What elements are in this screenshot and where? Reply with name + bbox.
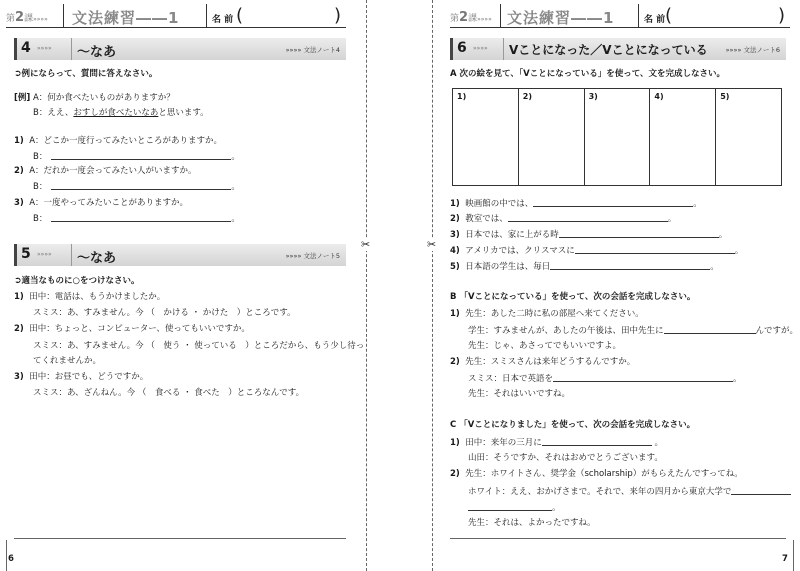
part-b-item-2-l3: 先生：それはいいですね。 bbox=[468, 389, 571, 399]
q4-item-1-b: B： 。 bbox=[33, 152, 240, 162]
answer-blank[interactable] bbox=[664, 325, 756, 334]
part-c-item-2-l3: 先生：それは、よかったですね。 bbox=[468, 518, 596, 528]
answer-blank[interactable] bbox=[559, 229, 719, 238]
picture-grid bbox=[452, 88, 782, 186]
section-arrows: »»»» bbox=[473, 45, 488, 52]
answer-blank[interactable] bbox=[533, 198, 693, 207]
lesson-arrows: »»»» bbox=[477, 16, 492, 23]
worksheet-title: 文法練習――1 bbox=[72, 9, 180, 27]
section-4-header bbox=[14, 38, 346, 60]
section-title: 〜なあ bbox=[77, 251, 117, 266]
grammar-note-ref: »»»» 文法ノート6 bbox=[725, 46, 780, 54]
part-b-instruction: B 「Vことになっている」を使って、次の会話を完成しなさい。 bbox=[450, 292, 696, 302]
section-title: 〜なあ bbox=[77, 45, 117, 60]
lesson-label bbox=[6, 10, 48, 25]
q5-item-3-l2: スミス：あ、ざんねん。今 （ 食べる ・ 食べた ）ところなんです。 bbox=[33, 388, 305, 398]
answer-blank[interactable] bbox=[508, 213, 668, 222]
example-b: B：ええ、おすしが食べたいなあと思います。 bbox=[33, 108, 209, 118]
q5-item-1-l2: スミス：あ、すみません。今 （ かける ・ かけた ）ところです。 bbox=[33, 308, 296, 318]
q4-item-3-b: B： 。 bbox=[33, 214, 240, 224]
cut-line-right bbox=[432, 0, 433, 571]
picture-box-1: 1) bbox=[457, 92, 467, 101]
grammar-note-ref: »»»» 文法ノート4 bbox=[285, 46, 340, 54]
lesson-suffix: 課 bbox=[468, 14, 478, 24]
answer-blank[interactable] bbox=[51, 181, 231, 190]
section-title: Vことになった／Vことになっている bbox=[509, 43, 708, 57]
name-paren-open: ( bbox=[236, 5, 244, 26]
part-a-item-5: 5) 日本語の学生は、毎日 。 bbox=[450, 262, 719, 272]
picture-box-2: 2) bbox=[518, 89, 584, 185]
q5-item-2-l2: スミス：あ、すみません。今 （ 使う ・ 使っている ）ところだから、もう少し待っ bbox=[33, 341, 365, 351]
lesson-prefix: 第 bbox=[6, 14, 16, 24]
lesson-suffix: 課 bbox=[24, 14, 34, 24]
answer-blank[interactable] bbox=[575, 245, 735, 254]
section-arrows: »»»» bbox=[37, 251, 52, 258]
part-b-item-2-l2: スミス：日本で英語を 。 bbox=[468, 374, 742, 384]
example-a: [例] A：何か食べたいものがありますか？ bbox=[14, 93, 175, 103]
section-number: 4 bbox=[21, 40, 31, 56]
answer-blank[interactable] bbox=[51, 151, 231, 160]
q5-item-1-l1: 1) 田中：電話は、もうかけましたか。 bbox=[14, 292, 166, 302]
section-arrows: »»»» bbox=[37, 45, 52, 52]
part-c-item-2-l2: ホワイト：ええ、おかげさまで。それで、来年の四月から東京大学で bbox=[468, 486, 791, 498]
cut-line-left bbox=[366, 0, 367, 571]
part-a-item-1: 1) 映画館の中では、 。 bbox=[450, 199, 702, 209]
part-c-item-2-blank-line: 。 bbox=[468, 502, 561, 514]
part-b-item-1-l1: 1) 先生：あした二時に私の部屋へ来てください。 bbox=[450, 309, 644, 319]
q5-item-2-l3: てくれませんか。 bbox=[33, 356, 102, 366]
answer-blank[interactable] bbox=[51, 213, 231, 222]
right-footer-rule bbox=[450, 538, 786, 539]
picture-box-5: 5) bbox=[715, 89, 781, 185]
name-paren-open: ( bbox=[665, 5, 673, 26]
part-c-instruction: C 「Vことになりました」を使って、次の会話を完成しなさい。 bbox=[450, 420, 696, 430]
q4-item-1-a: 1) A：どこか一度行ってみたいところがありますか。 bbox=[14, 136, 223, 146]
answer-blank[interactable] bbox=[468, 502, 552, 511]
lesson-number: 2 bbox=[15, 10, 25, 25]
part-b-item-1-l3: 先生：じゃ、あさってでもいいですよ。 bbox=[468, 341, 622, 351]
section-number: 6 bbox=[457, 40, 467, 56]
answer-blank[interactable] bbox=[542, 437, 652, 446]
part-a-instruction: A 次の絵を見て、「Vことになっている」を使って、文を完成しなさい。 bbox=[450, 69, 726, 79]
part-b-item-2-l1: 2) 先生：スミスさんは来年どうするんですか。 bbox=[450, 357, 636, 367]
q4-item-2-b: B： 。 bbox=[33, 182, 240, 192]
scissors-icon: ✂ bbox=[427, 238, 437, 251]
scissors-icon: ✂ bbox=[361, 238, 371, 251]
lesson-label bbox=[450, 10, 492, 25]
name-label: 名 前 bbox=[212, 15, 234, 25]
q4-item-2-a: 2) A：だれか一度会ってみたい人がいますか。 bbox=[14, 166, 197, 176]
section-5-instruction: ➲適当なものに○をつけなさい。 bbox=[14, 276, 140, 286]
answer-blank[interactable] bbox=[731, 486, 791, 495]
part-c-item-1-l2: 山田：そうですか、それはおめでとうございます。 bbox=[468, 453, 663, 463]
answer-blank[interactable] bbox=[550, 261, 710, 270]
grammar-note-ref: »»»» 文法ノート5 bbox=[285, 252, 340, 260]
left-footer-rule bbox=[14, 538, 346, 539]
section-5-header bbox=[14, 244, 346, 266]
q5-item-3-l1: 3) 田中：お昼でも、どうですか。 bbox=[14, 372, 149, 382]
right-header bbox=[450, 4, 790, 28]
lesson-arrows: »»»» bbox=[33, 16, 48, 23]
left-header bbox=[6, 4, 346, 28]
page-number: 6 bbox=[8, 554, 14, 564]
name-paren-close: ) bbox=[334, 5, 342, 26]
section-6-header bbox=[450, 38, 786, 60]
q4-item-3-a: 3) A：一度やってみたいことがありますか。 bbox=[14, 198, 189, 208]
name-paren-close: ) bbox=[778, 5, 786, 26]
worksheet-title: 文法練習――1 bbox=[507, 9, 615, 27]
part-b-item-1-l2: 学生：すみませんが、あしたの午後は、田中先生に んですが。 bbox=[468, 326, 799, 336]
picture-box-4: 4) bbox=[649, 89, 715, 185]
lesson-number: 2 bbox=[459, 10, 469, 25]
part-c-item-1-l1: 1) 田中：来年の三月に 。 bbox=[450, 438, 663, 448]
picture-box-3: 3) bbox=[584, 89, 650, 185]
part-a-item-4: 4) アメリカでは、クリスマスに 。 bbox=[450, 246, 744, 256]
part-a-item-2: 2) 教室では、 。 bbox=[450, 214, 677, 224]
page-number: 7 bbox=[782, 554, 788, 564]
answer-blank[interactable] bbox=[553, 373, 733, 382]
name-label: 名 前 bbox=[644, 15, 666, 25]
q5-item-2-l1: 2) 田中：ちょっと、コンピューター、使ってもいいですか。 bbox=[14, 324, 250, 334]
section-4-instruction: ➲例にならって、質問に答えなさい。 bbox=[14, 69, 158, 79]
part-a-item-3: 3) 日本では、家に上がる時 。 bbox=[450, 230, 728, 240]
section-number: 5 bbox=[21, 246, 31, 262]
lesson-prefix: 第 bbox=[450, 14, 460, 24]
part-c-item-2-l1: 2) 先生：ホワイトさん、奨学金（scholarship）がもらえたんですってね。 bbox=[450, 469, 743, 479]
